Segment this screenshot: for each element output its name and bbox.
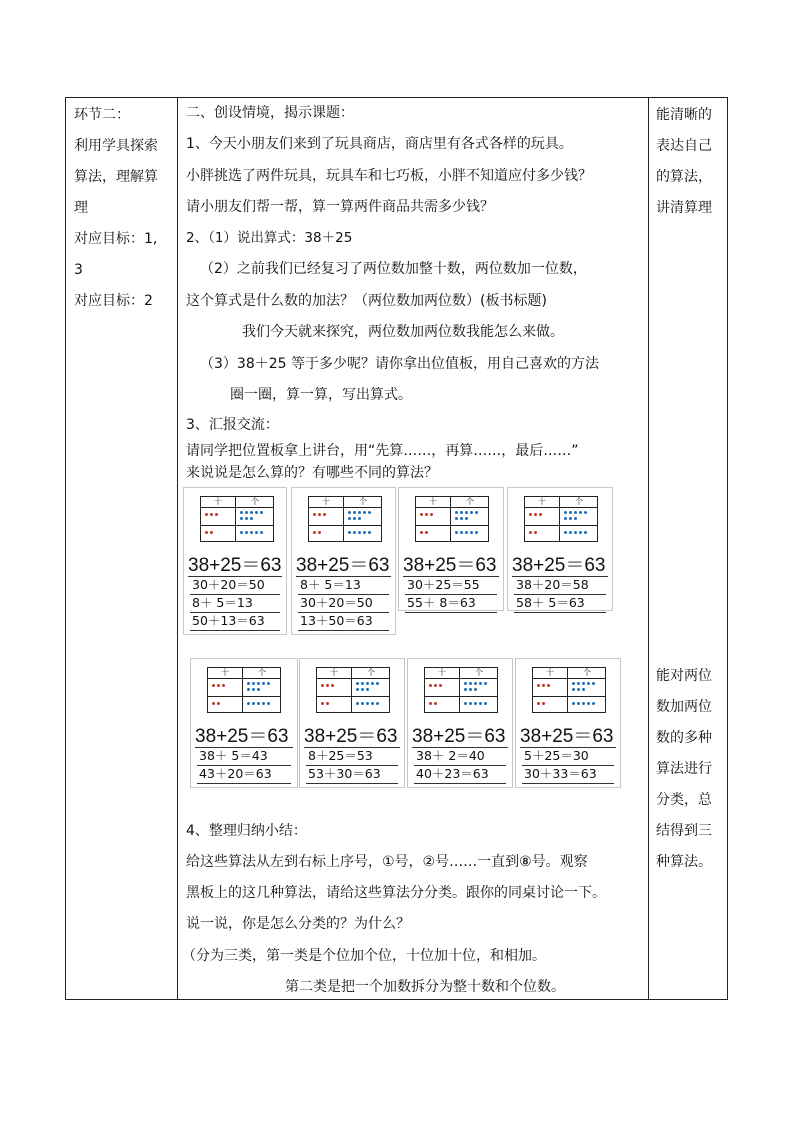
text-line: 第二类是把一个加数拆分为整十数和个位数。 <box>285 979 565 995</box>
ones-label: 个 <box>475 668 483 677</box>
tens-label: 十 <box>214 497 222 506</box>
tens-dot <box>537 702 540 705</box>
ones-dot <box>376 682 379 685</box>
tens-label: 十 <box>322 497 330 506</box>
goal-line: 讲清算理 <box>656 200 712 216</box>
tens-dot <box>210 531 213 534</box>
ones-dot <box>361 702 364 705</box>
main-equation: 38+25＝63 <box>195 726 289 747</box>
ones-dot <box>582 688 585 691</box>
text-line: 二、创设情境，揭示课题： <box>186 105 354 121</box>
ones-label: 个 <box>466 497 474 506</box>
ones-dot <box>464 702 467 705</box>
ones-dot <box>245 531 248 534</box>
tens-dot <box>534 531 537 534</box>
ones-dot <box>455 511 458 514</box>
text-line: 3、汇报交流： <box>186 417 279 433</box>
text-line: 请小朋友们帮一帮，算一算两件商品共需多少钱？ <box>186 199 494 215</box>
ones-dot <box>460 531 463 534</box>
ones-dot <box>348 511 351 514</box>
ones-dot <box>582 682 585 685</box>
step-equation: 8＋ 5＝13 <box>192 595 253 610</box>
ones-label: 个 <box>251 497 259 506</box>
underline <box>298 630 389 631</box>
text-line: 黑板上的这几种算法，请给这些算法分分类。跟你的同桌讨论一下。 <box>186 885 606 901</box>
place-value-board <box>316 667 390 713</box>
ones-dot <box>469 682 472 685</box>
main-equation: 38+25＝63 <box>188 555 282 576</box>
ones-dot <box>255 531 258 534</box>
goal-line: 的算法， <box>656 169 712 185</box>
ones-dot <box>363 531 366 534</box>
underline <box>405 612 497 613</box>
tens-dot <box>217 684 220 687</box>
place-value-board <box>532 667 606 713</box>
ones-dot <box>366 682 369 685</box>
tens-label: 十 <box>330 668 338 677</box>
ones-dot <box>356 702 359 705</box>
tens-label: 十 <box>221 668 229 677</box>
ones-dot <box>574 511 577 514</box>
underline <box>514 612 606 613</box>
step-equation: 30＋20＝50 <box>192 577 265 592</box>
tens-dot <box>210 513 213 516</box>
ones-dot <box>587 682 590 685</box>
text-line: 2、（1）说出算式：38＋25 <box>186 230 353 246</box>
text-line: 给这些算法从左到右标上序号，①号，②号……一直到⑧号。观察 <box>186 854 588 870</box>
ones-dot <box>260 531 263 534</box>
lesson-table <box>65 97 728 1000</box>
goal-line: 分类，总 <box>656 792 712 808</box>
tens-dot <box>326 702 329 705</box>
text-line: 4、整理归纳小结： <box>186 823 307 839</box>
ones-dot <box>572 682 575 685</box>
step-equation: 43＋20＝63 <box>199 766 272 781</box>
ones-dot <box>577 702 580 705</box>
tens-dot <box>529 531 532 534</box>
place-value-card <box>515 658 621 788</box>
goal-line: 数的多种 <box>656 730 712 746</box>
ones-dot <box>569 517 572 520</box>
ones-dot <box>464 688 467 691</box>
tens-dot <box>215 513 218 516</box>
step-equation: 30＋20＝50 <box>300 595 373 610</box>
stage-line: 利用学具探索 <box>74 138 158 154</box>
place-value-card <box>507 487 613 611</box>
ones-dot <box>245 511 248 514</box>
text-line: 圈一圈，算一算，写出算式。 <box>230 387 412 403</box>
tens-dot <box>313 513 316 516</box>
ones-dot <box>356 682 359 685</box>
column-divider <box>177 98 178 999</box>
main-equation: 38+25＝63 <box>520 726 614 747</box>
place-value-card <box>299 658 405 788</box>
step-equation: 50＋13＝63 <box>192 613 265 628</box>
ones-dot <box>368 511 371 514</box>
step-equation: 13＋50＝63 <box>300 613 373 628</box>
ones-dot <box>353 511 356 514</box>
place-value-card <box>398 487 504 611</box>
step-equation: 5＋25＝30 <box>524 748 589 763</box>
ones-dot <box>358 517 361 520</box>
step-equation: 30＋33＝63 <box>524 766 597 781</box>
underline <box>522 783 614 784</box>
goal-line: 表达自己 <box>656 138 712 154</box>
ones-dot <box>250 531 253 534</box>
goal-line: 能对两位 <box>656 668 712 684</box>
ones-dot <box>361 682 364 685</box>
place-value-card <box>190 658 298 788</box>
tens-dot <box>425 531 428 534</box>
tens-dot <box>429 684 432 687</box>
ones-dot <box>250 517 253 520</box>
stage-line: 理 <box>74 200 88 216</box>
stage-column <box>74 100 176 317</box>
ones-dot <box>469 702 472 705</box>
tens-dot <box>547 684 550 687</box>
ones-dot <box>460 511 463 514</box>
column-divider <box>648 98 649 999</box>
ones-dot <box>464 682 467 685</box>
ones-label: 个 <box>367 668 375 677</box>
step-equation: 8＋ 5＝13 <box>300 577 361 592</box>
main-equation: 38+25＝63 <box>296 555 390 576</box>
ones-dot <box>455 517 458 520</box>
ones-dot <box>260 511 263 514</box>
place-value-card <box>291 487 396 635</box>
tens-label: 十 <box>546 668 554 677</box>
goal-line: 种算法。 <box>656 854 712 870</box>
ones-dot <box>267 682 270 685</box>
tens-dot <box>542 684 545 687</box>
ones-label: 个 <box>575 497 583 506</box>
ones-dot <box>371 682 374 685</box>
tens-dot <box>217 702 220 705</box>
place-value-board <box>424 667 498 713</box>
ones-dot <box>262 682 265 685</box>
ones-label: 个 <box>359 497 367 506</box>
ones-dot <box>474 688 477 691</box>
tens-dot <box>439 684 442 687</box>
ones-dot <box>577 682 580 685</box>
text-line: 小胖挑选了两件玩具，玩具车和七巧板，小胖不知道应付多少钱？ <box>186 168 592 184</box>
tens-label: 十 <box>438 668 446 677</box>
text-line: 请同学把位置板拿上讲台，用“先算……，再算……，最后……” <box>186 443 579 459</box>
ones-dot <box>465 517 468 520</box>
ones-dot <box>247 702 250 705</box>
step-equation: 38＋ 5＝43 <box>199 748 268 763</box>
step-equation: 38＋20＝58 <box>516 577 589 592</box>
place-value-board <box>415 496 489 542</box>
tens-dot <box>331 684 334 687</box>
ones-dot <box>257 688 260 691</box>
ones-dot <box>455 531 458 534</box>
tens-label: 十 <box>538 497 546 506</box>
text-line: （2）之前我们已经复习了两位数加整十数，两位数加一位数， <box>200 261 587 277</box>
ones-dot <box>584 511 587 514</box>
step-equation: 53＋30＝63 <box>308 766 381 781</box>
stage-line: 对应目标：1, <box>74 231 158 247</box>
tens-dot <box>529 513 532 516</box>
ones-dot <box>376 702 379 705</box>
tens-label: 十 <box>429 497 437 506</box>
ones-dot <box>474 702 477 705</box>
step-equation: 38＋ 2＝40 <box>416 748 485 763</box>
ones-dot <box>460 517 463 520</box>
tens-dot <box>542 702 545 705</box>
ones-dot <box>257 702 260 705</box>
ones-dot <box>577 688 580 691</box>
ones-dot <box>592 702 595 705</box>
ones-dot <box>572 702 575 705</box>
ones-dot <box>257 682 260 685</box>
ones-dot <box>245 517 248 520</box>
ones-dot <box>592 682 595 685</box>
ones-dot <box>564 511 567 514</box>
ones-dot <box>240 517 243 520</box>
ones-dot <box>247 688 250 691</box>
ones-dot <box>368 531 371 534</box>
ones-dot <box>366 702 369 705</box>
ones-dot <box>564 531 567 534</box>
ones-dot <box>358 531 361 534</box>
step-equation: 30＋25＝55 <box>407 577 480 592</box>
text-line: （3）38＋25 等于多少呢？请你拿出位值板，用自己喜欢的方法 <box>200 356 599 372</box>
tens-dot <box>318 513 321 516</box>
ones-dot <box>484 682 487 685</box>
ones-dot <box>240 531 243 534</box>
underline <box>414 783 506 784</box>
ones-dot <box>371 702 374 705</box>
ones-dot <box>569 531 572 534</box>
step-equation: 55＋ 8＝63 <box>407 595 476 610</box>
tens-dot <box>425 513 428 516</box>
ones-dot <box>353 517 356 520</box>
tens-dot <box>313 531 316 534</box>
tens-dot <box>430 513 433 516</box>
goal-line: 结得到三 <box>656 823 712 839</box>
tens-dot <box>222 684 225 687</box>
tens-dot <box>326 684 329 687</box>
main-equation: 38+25＝63 <box>403 555 497 576</box>
ones-dot <box>358 511 361 514</box>
ones-dot <box>569 511 572 514</box>
ones-dot <box>584 531 587 534</box>
underline <box>306 783 398 784</box>
place-value-board <box>308 496 382 542</box>
tens-dot <box>321 684 324 687</box>
step-equation: 8＋25＝53 <box>308 748 373 763</box>
tens-dot <box>205 531 208 534</box>
underline <box>197 783 291 784</box>
ones-dot <box>247 682 250 685</box>
ones-dot <box>564 517 567 520</box>
tens-dot <box>537 684 540 687</box>
tens-dot <box>534 513 537 516</box>
ones-dot <box>474 682 477 685</box>
tens-dot <box>420 513 423 516</box>
ones-label: 个 <box>258 668 266 677</box>
ones-dot <box>348 531 351 534</box>
tens-dot <box>429 702 432 705</box>
ones-dot <box>475 531 478 534</box>
ones-dot <box>255 511 258 514</box>
place-value-board <box>207 667 281 713</box>
ones-dot <box>250 511 253 514</box>
ones-dot <box>574 517 577 520</box>
goal-line: 数加两位 <box>656 699 712 715</box>
ones-dot <box>579 531 582 534</box>
ones-dot <box>479 682 482 685</box>
underline <box>190 630 280 631</box>
text-line: 1、今天小朋友们来到了玩具商店，商店里有各式各样的玩具。 <box>186 136 573 152</box>
tens-dot <box>323 513 326 516</box>
goal-line: 算法进行 <box>656 761 712 777</box>
main-equation: 38+25＝63 <box>412 726 506 747</box>
place-value-board <box>524 496 598 542</box>
stage-line: 3 <box>74 262 83 278</box>
tens-dot <box>205 513 208 516</box>
text-line: （分为三类，第一类是个位加个位，十位加十位，和相加。 <box>182 948 546 964</box>
tens-dot <box>212 684 215 687</box>
goal-column-2 <box>656 661 726 878</box>
ones-dot <box>267 702 270 705</box>
ones-label: 个 <box>583 668 591 677</box>
step-equation: 40＋23＝63 <box>416 766 489 781</box>
text-line: 说一说，你是怎么分类的？为什么？ <box>186 916 410 932</box>
ones-dot <box>587 702 590 705</box>
ones-dot <box>356 688 359 691</box>
tens-dot <box>318 531 321 534</box>
ones-dot <box>353 531 356 534</box>
ones-dot <box>475 511 478 514</box>
tens-dot <box>212 702 215 705</box>
ones-dot <box>582 702 585 705</box>
stage-line: 算法，理解算 <box>74 169 158 185</box>
stage-line: 环节二： <box>74 107 130 123</box>
text-line: 来说说是怎么算的？有哪些不同的算法？ <box>186 465 438 481</box>
tens-dot <box>420 531 423 534</box>
ones-dot <box>572 688 575 691</box>
step-equation: 58＋ 5＝63 <box>516 595 585 610</box>
ones-dot <box>484 702 487 705</box>
tens-dot <box>539 513 542 516</box>
tens-dot <box>434 702 437 705</box>
ones-dot <box>363 511 366 514</box>
ones-dot <box>574 531 577 534</box>
ones-dot <box>262 702 265 705</box>
ones-dot <box>470 511 473 514</box>
ones-dot <box>366 688 369 691</box>
tens-dot <box>321 702 324 705</box>
ones-dot <box>465 531 468 534</box>
main-equation: 38+25＝63 <box>304 726 398 747</box>
tens-dot <box>434 684 437 687</box>
ones-dot <box>465 511 468 514</box>
place-value-card <box>407 658 513 788</box>
goal-column <box>656 100 726 224</box>
ones-dot <box>348 517 351 520</box>
ones-dot <box>361 688 364 691</box>
place-value-board <box>200 496 274 542</box>
place-value-card <box>183 487 287 635</box>
main-equation: 38+25＝63 <box>512 555 606 576</box>
stage-line: 对应目标：2 <box>74 293 153 309</box>
ones-dot <box>252 688 255 691</box>
ones-dot <box>240 511 243 514</box>
text-line: 我们今天就来探究，两位数加两位数我能怎么来做。 <box>242 324 564 340</box>
ones-dot <box>579 511 582 514</box>
text-line: 这个算式是什么数的加法？（两位数加两位数）(板书标题) <box>186 293 547 309</box>
ones-dot <box>252 702 255 705</box>
ones-dot <box>479 702 482 705</box>
ones-dot <box>469 688 472 691</box>
goal-line: 能清晰的 <box>656 107 712 123</box>
ones-dot <box>252 682 255 685</box>
ones-dot <box>470 531 473 534</box>
